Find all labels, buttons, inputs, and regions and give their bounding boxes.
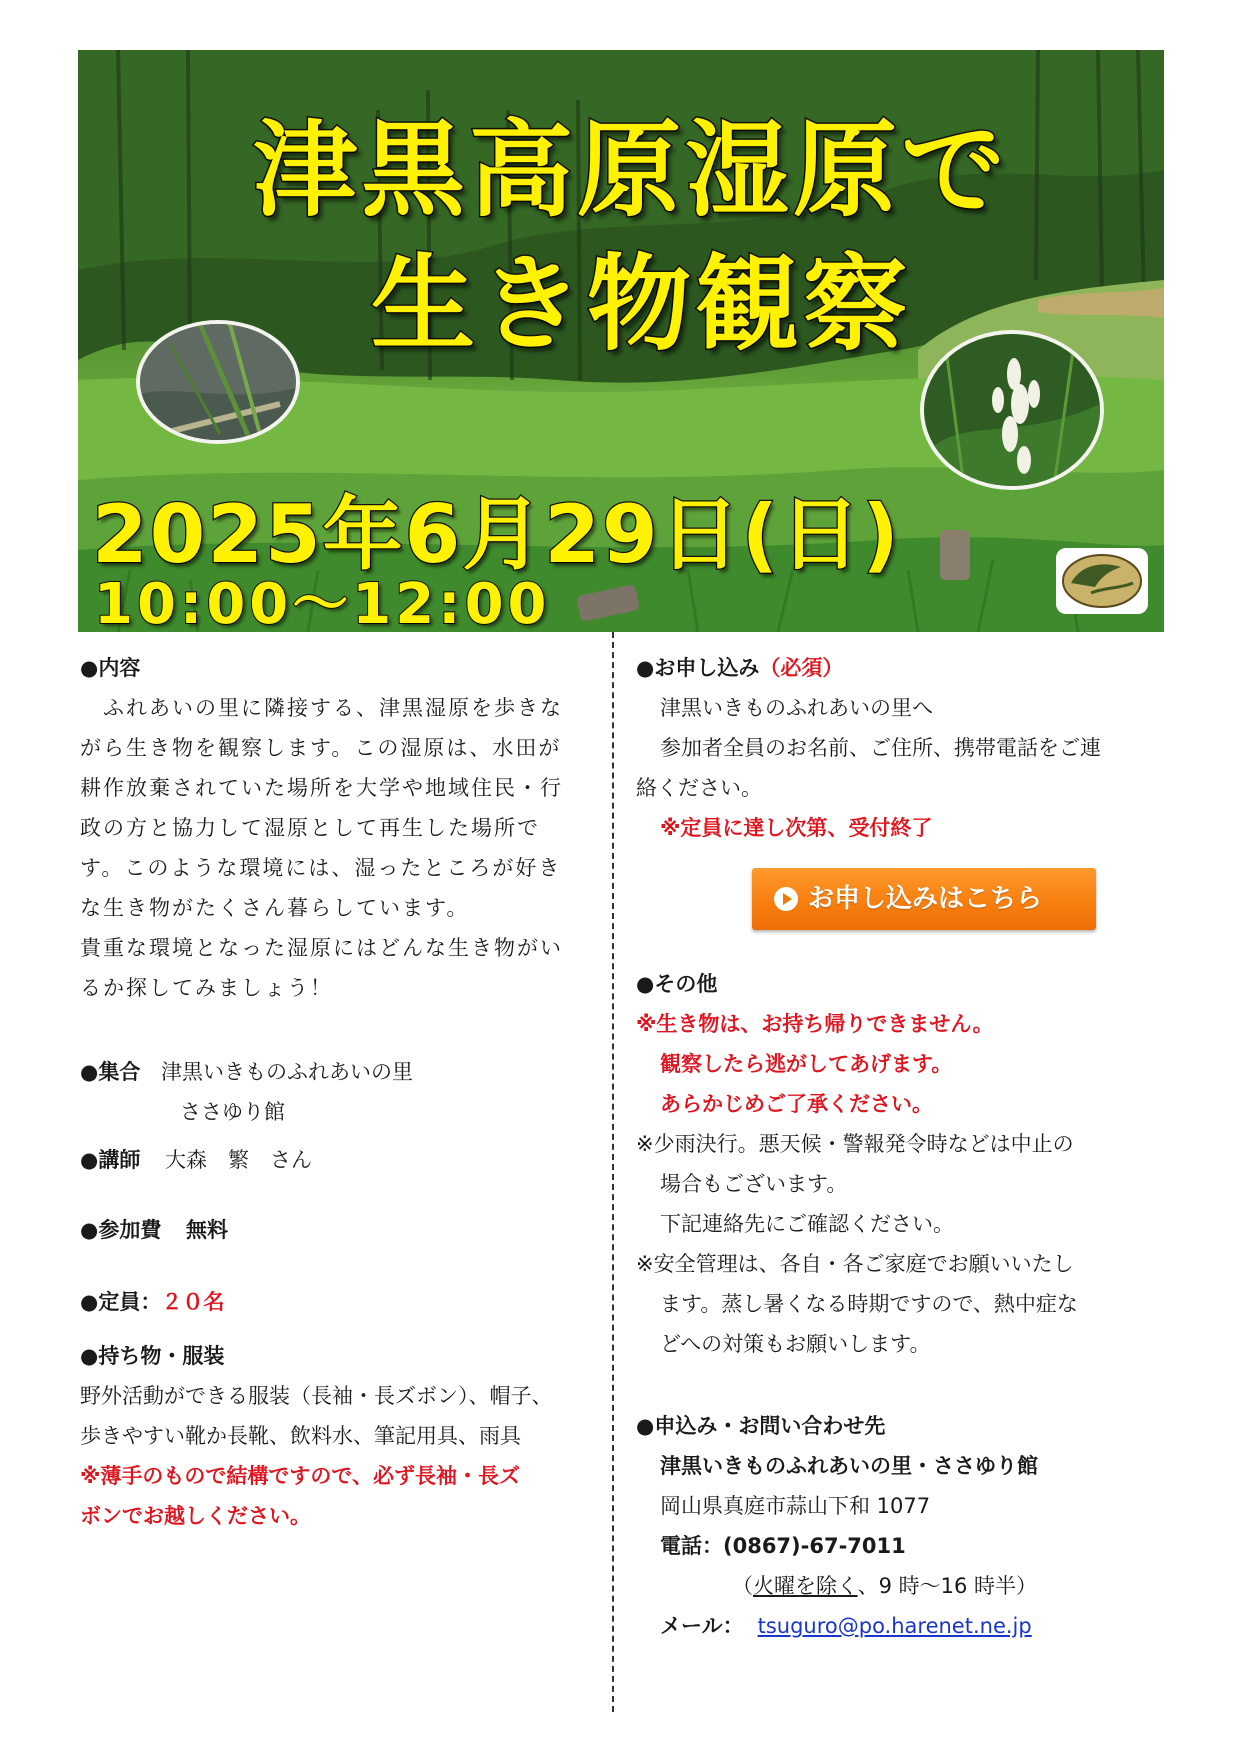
satoyama-logo — [1056, 548, 1148, 614]
content-line: な生き物がたくさん暮らしています。 — [80, 896, 470, 920]
event-date: 2025年6月29日(日) — [92, 488, 901, 581]
hero-photo — [78, 50, 1164, 632]
closed-day: 火曜を除く — [753, 1574, 858, 1598]
event-time: 10:00～12:00 — [94, 572, 551, 632]
email-link[interactable]: tsuguro@po.harenet.ne.jp — [757, 1614, 1032, 1638]
capacity-value: ２０名 — [161, 1290, 225, 1314]
other-note: ※安全管理は、各自・各ご家庭でお願いいたし — [636, 1252, 1074, 1276]
application-note: ※定員に達し次第、受付終了 — [660, 816, 933, 840]
hours-paren: （ — [732, 1574, 753, 1598]
contact-address: 岡山県真庭市蒜山下和 1077 — [660, 1494, 931, 1518]
left-column — [80, 648, 602, 1536]
content-line: るか探してみましょう！ — [80, 976, 333, 1000]
application-line: 参加者全員のお名前、ご住所、携帯電話をご連 — [660, 736, 1101, 760]
capacity-label: ●定員： — [80, 1290, 162, 1314]
other-note: 観察したら逃がしてあげます。 — [660, 1052, 953, 1076]
meeting-place — [80, 1052, 602, 1132]
contact-phone — [636, 1526, 1196, 1566]
fee — [80, 1210, 602, 1250]
contact-email — [636, 1606, 1196, 1646]
play-circle-icon — [774, 887, 798, 911]
fee-label: ●参加費 — [80, 1218, 162, 1242]
content-line: す。このような環境には、湿ったところが好き — [80, 856, 562, 880]
event-title-line1: 津黒高原湿原で — [252, 109, 1009, 231]
belongings-heading: ●持ち物・服装 — [80, 1344, 225, 1368]
other-note: 下記連絡先にご確認ください。 — [660, 1212, 954, 1236]
hours-text: 、9 時～16 時半） — [857, 1574, 1038, 1598]
belongings-line: 野外活動ができる服装（長袖・長ズボン）、帽子、 — [80, 1384, 553, 1408]
capacity — [80, 1282, 602, 1322]
contact-heading: ●申込み・お問い合わせ先 — [636, 1414, 886, 1438]
meeting-label: ●集合 — [80, 1060, 141, 1084]
belongings — [80, 1336, 602, 1536]
apply-button-label: お申し込みはこちら — [808, 884, 1043, 914]
application-line: 津黒いきものふれあいの里へ — [660, 696, 933, 720]
content-line: ふれあいの里に隣接する、津黒湿原を歩きな — [80, 696, 563, 720]
other-note: どへの対策もお願いします。 — [660, 1332, 931, 1356]
phone-number: (0867)-67-7011 — [723, 1534, 906, 1558]
event-title-line2: 生き物観察 — [370, 243, 911, 365]
other-note: あらかじめご了承ください。 — [660, 1092, 933, 1116]
other-section — [636, 964, 1196, 1364]
column-divider — [612, 632, 614, 1712]
required-tag: （必須） — [759, 656, 844, 680]
content-line: がら生き物を観察します。この湿原は、水田が — [80, 736, 562, 760]
application-heading — [636, 648, 1196, 688]
other-note: ※生き物は、お持ち帰りできません。 — [636, 1012, 994, 1036]
content-line: 貴重な環境となった湿原にはどんな生き物がい — [80, 936, 563, 960]
other-note: ※少雨決行。悪天候・警報発令時などは中止の — [636, 1132, 1074, 1156]
fee-value: 無料 — [186, 1218, 229, 1242]
content-paragraph — [80, 688, 602, 1008]
contact-organization: 津黒いきものふれあいの里・ささゆり館 — [660, 1454, 1038, 1478]
application-line: 絡ください。 — [636, 776, 762, 800]
email-label: メール： — [660, 1614, 744, 1638]
belongings-note: ※薄手のもので結構ですので、必ず長袖・長ズ — [80, 1464, 520, 1488]
contact-section — [636, 1406, 1196, 1646]
instructor — [80, 1140, 602, 1180]
apply-button[interactable] — [752, 868, 1096, 930]
meeting-place-name: 津黒いきものふれあいの里 — [161, 1060, 414, 1084]
right-column — [636, 648, 1196, 1646]
content-line: 政の方と協力して湿原として再生した場所で — [80, 816, 540, 840]
meeting-hall: ささゆり館 — [180, 1100, 285, 1124]
other-note: 場合もございます。 — [660, 1172, 848, 1196]
other-heading: ●その他 — [636, 972, 718, 996]
contact-hours — [636, 1566, 1196, 1606]
instructor-label: ●講師 — [80, 1148, 141, 1172]
phone-label: 電話： — [660, 1534, 723, 1558]
application-title: ●お申し込み — [636, 656, 760, 680]
content-line: 耕作放棄されていた場所を大学や地域住民・行 — [80, 776, 563, 800]
content-heading: ●内容 — [80, 656, 141, 680]
belongings-line: 歩きやすい靴か長靴、飲料水、筆記用具、雨具 — [80, 1424, 521, 1448]
other-note: ます。蒸し暑くなる時期ですので、熱中症な — [660, 1292, 1078, 1316]
belongings-note: ボンでお越しください。 — [80, 1504, 311, 1528]
instructor-name: 大森 繁 さん — [165, 1148, 313, 1172]
